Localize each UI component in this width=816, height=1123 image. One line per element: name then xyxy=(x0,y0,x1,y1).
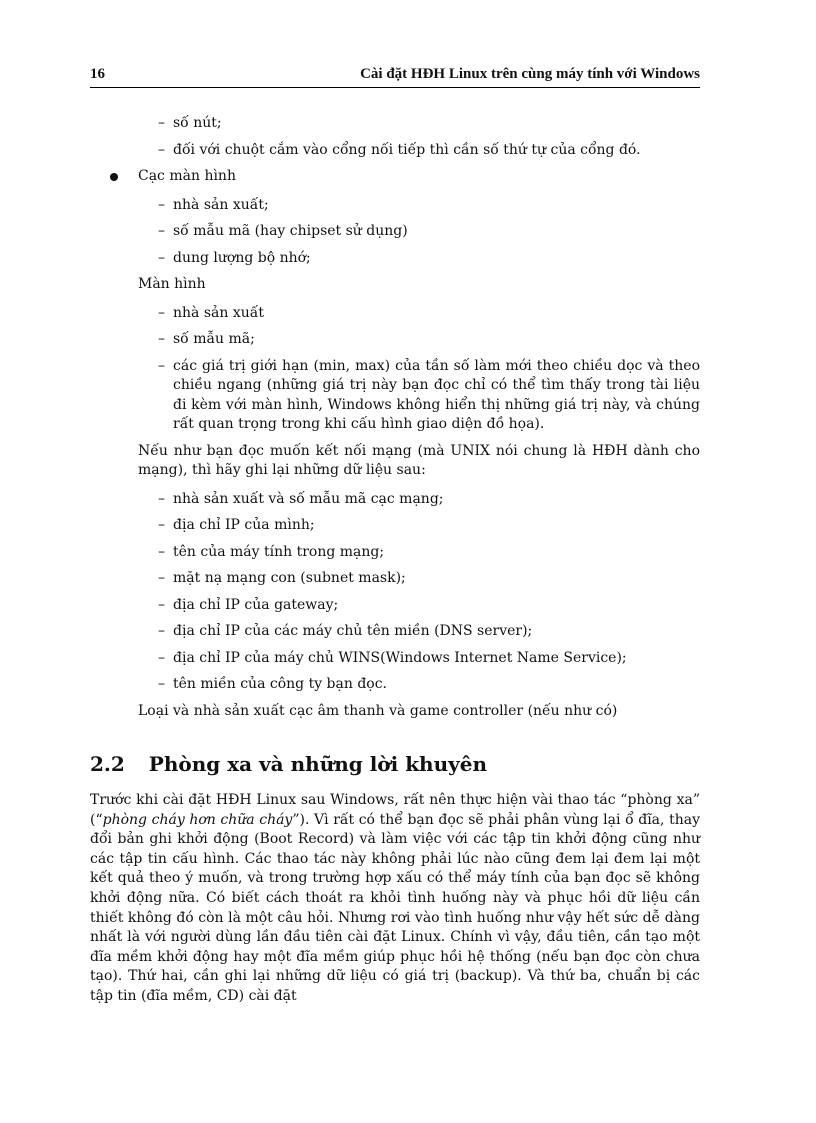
list-item: – nhà sản xuất và số mẫu mã cạc mạng; xyxy=(158,490,700,510)
list-item: – địa chỉ IP của gateway; xyxy=(158,596,700,616)
section-number: 2.2 xyxy=(90,752,125,776)
list-item: – địa chỉ IP của máy chủ WINS(Windows Internet Name Service); xyxy=(158,649,700,669)
list-item: – địa chỉ IP của mình; xyxy=(158,516,700,536)
network-sublist xyxy=(90,490,700,695)
list-item: – số mẫu mã (hay chipset sử dụng) xyxy=(158,222,700,242)
list-item: – số nút; xyxy=(158,114,700,134)
paragraph-text: ”). Vì rất có thể bạn đọc sẽ phải phân vùng lại ổ đĩa, thay đổi bản ghi khởi động (Boot Record) và làm việc với các tập tin khởi động cũng như các tập tin cấu hình. Các thao tác này không phải lúc nào cũng đem lại đem lại một kết quả theo ý muốn, và trong trường hợp xấu có thể máy tính của bạn đọc sẽ không khởi động nữa. Có biết cách thoát ra khỏi tình huống này và phục hồi dữ liệu cần thiết không đó còn là một câu hỏi. Nhưng rơi vào tình huống như vậy hết sức dễ dàng nhất là với người dùng lần đầu tiên cài đặt Linux. Chính vì vậy, đầu tiên, cần tạo một đĩa mềm khởi động hay một đĩa mềm giúp phục hồi hệ thống (nếu bạn đọc còn chưa tạo). Thứ hai, cần ghi lại những dữ liệu có giá trị (backup). Và thứ ba, chuẩn bị các tập tin (đĩa mềm, CD) cài đặt xyxy=(90,811,700,1004)
list-item: – mặt nạ mạng con (subnet mask); xyxy=(158,569,700,589)
list-item: – tên của máy tính trong mạng; xyxy=(158,543,700,563)
bullet-icon xyxy=(110,173,118,181)
monitor-sublist xyxy=(90,304,700,435)
list-item: – nhà sản xuất; xyxy=(158,196,700,216)
list-item: – đối với chuột cắm vào cổng nối tiếp thì cần số thứ tự của cổng đó. xyxy=(158,141,700,161)
list-item: – tên miền của công ty bạn đọc. xyxy=(158,675,700,695)
video-card-item xyxy=(138,167,700,187)
list-item: – địa chỉ IP của các máy chủ tên miền (DNS server); xyxy=(158,622,700,642)
video-card-sublist xyxy=(90,196,700,269)
section-title: Phòng xa và những lời khuyên xyxy=(148,752,488,776)
page-number: 16 xyxy=(90,66,105,82)
monitor-title: Màn hình xyxy=(138,276,206,292)
mouse-sublist xyxy=(90,114,700,160)
running-title: Cài đặt HĐH Linux trên cùng máy tính với Windows xyxy=(360,66,700,82)
paragraph-italic: phòng cháy hơn chữa cháy xyxy=(102,811,293,828)
list-item: – các giá trị giới hạn (min, max) của tần số làm mới theo chiều dọc và theo chiều ngang (những giá trị này bạn đọc chỉ có thể tìm thấy trong tài liệu đi kèm với màn hình, Windows không hiển thị những giá trị này, và chúng rất quan trọng trong khi cấu hình giao diện đồ họa). xyxy=(158,357,700,435)
network-intro: Nếu như bạn đọc muốn kết nối mạng (mà UNIX nói chung là HĐH dành cho mạng), thì hãy ghi lại những dữ liệu sau: xyxy=(138,442,700,478)
video-card-title: Cạc màn hình xyxy=(138,168,236,184)
list-item: – nhà sản xuất xyxy=(158,304,700,324)
body-paragraph xyxy=(90,791,700,1007)
hardware-list xyxy=(90,167,700,187)
sound-line: Loại và nhà sản xuất cạc âm thanh và game controller (nếu như có) xyxy=(138,702,618,719)
page-header xyxy=(90,66,700,88)
paragraph-text: Trước khi cài đặt HĐH Linux sau Windows, rất nên thực hiện vài thao tác “phòng xa” (“ xyxy=(90,792,700,828)
list-item: – số mẫu mã; xyxy=(158,330,700,350)
section-heading xyxy=(90,751,700,777)
page-content xyxy=(90,114,700,1007)
list-item: – dung lượng bộ nhớ; xyxy=(158,249,700,269)
